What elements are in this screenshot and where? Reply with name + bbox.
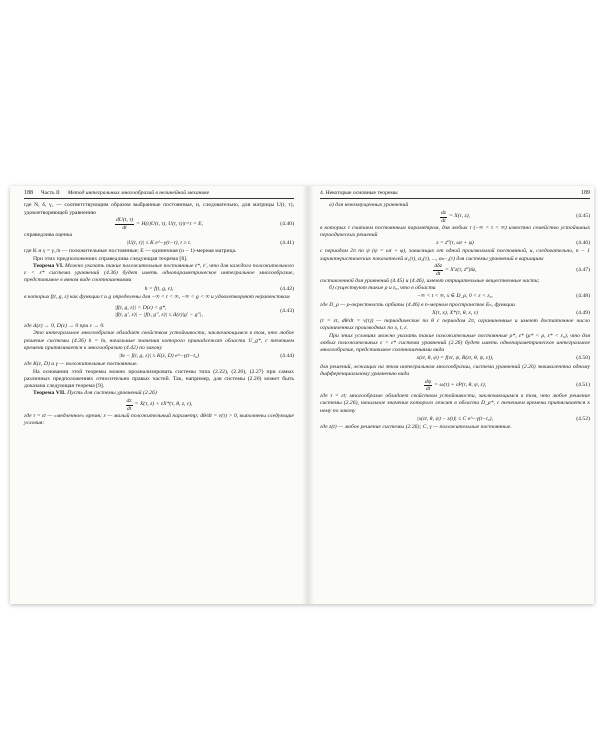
- equation-4-49: X(τ, x), X*(τ, θ, x, ε) (4.49): [432, 309, 590, 316]
- paragraph: где z(t) — любое решение системы (2.26); C, γ — положительные постоянные.: [320, 424, 512, 430]
- paragraph: где τ = εt — «медленное» время; ε — малый положительный параметр; dθ/dt = ν(τ) > 0, выполнены следующие условия:: [24, 412, 294, 426]
- right-running-head: [320, 190, 590, 199]
- equation-number: (4.45): [576, 213, 590, 220]
- book-gutter: [302, 186, 314, 604]
- equation-dz: $\frac{dz}{dt}$ = X(τ, z) + εX*(τ, θ, z, ε),: [126, 398, 193, 412]
- equation-4-40: $\frac{dU(t, \tau)}{dt}$ = H(t)U(t, τ), U(t, τ)|t=τ = E, (4.40): [115, 217, 294, 231]
- right-running-head-title: 4. Некоторые основные теоремы: [320, 190, 398, 196]
- equation-number: (4.52): [576, 415, 590, 422]
- paragraph: с периодом 2π по ψ (ψ = ωt + φ), зависящих от одной произвольной постоянной, и, следовательно, n − 1 характеристических показателей α₁(τ), α₂(τ), ..., αₙ₋₁(τ) для системы уравнений в вариациях: [320, 248, 590, 262]
- paragraph: На основании этой теоремы можно проанализировать системы типа (2.22), (2.26), (2.27) при самых различных предположениях относительно правых частей. Так, например, для системы (2.26) может быть доказана следующая теорема [9].: [24, 368, 294, 389]
- paragraph: где K и γ = γ₁/n — положительные постоянные; E — единичная (n − 1)-мерная матрица.: [24, 248, 237, 255]
- equation-number: (4.49): [576, 309, 590, 316]
- equation-4-52: |x(εt, θ, ψ) − z(t)| ≤ C e^−γ(t−t₀), (4.52): [417, 415, 590, 422]
- paragraph: в которых τ считаем постоянным параметром, для любых τ (−∞ < τ < ∞) известно семейство устойчивых периодических решений: [320, 224, 590, 238]
- paragraph: Это интегральное многообразие обладает свойством устойчивости, заключающимся в том, что любое решение системы (4.36) h = hₜ, начальные значения которого принадлежат области U_g*, с течением времени притягивается к многообразию (4.42) по закону: [24, 330, 294, 351]
- equation-4-42: h = f(t, g, ε), (4.42): [144, 285, 294, 292]
- equation-4-51: $\frac{d\psi}{dt}$ = ω(τ) + εP(τ, θ, ψ, ε), (4.51): [424, 378, 590, 392]
- left-page: [24, 190, 294, 600]
- paragraph: (τ = εt, dθ/dt = ν(τ)) — периодические по θ с периодом 2π, ограниченные и имеют достаточное число ограниченных производных по x, t, ε.: [320, 318, 590, 332]
- theorem-6: Теорема VI. Можно указать такие положительные постоянные ε*, ε′, что для каждого положительного ε < ε* система уравнений (4.36) будет иметь однопараметрическое интегральное многообразие, представимое в явном виде соотношениями: [24, 262, 295, 284]
- right-page-number: 189: [581, 190, 590, 196]
- equation-number: (4.40): [280, 220, 294, 227]
- equation-4-41: |U(t, τ)| ≤ K e^−γ(t−τ), t ≥ τ. (4.41): [126, 240, 294, 246]
- equation-number: (4.50): [576, 355, 590, 362]
- book-spread: [10, 186, 594, 604]
- equation-4-50: x(εt, θ, ψ) = f(εt, ψ, R(εt, θ, ψ, ε)), (4.50): [416, 355, 590, 362]
- theorem-heading: Теорема VII.: [33, 390, 66, 397]
- equation-number: (4.42): [280, 285, 294, 292]
- equation-4-46: z = z⁰(τ, ωt + φ) (4.46): [436, 240, 590, 246]
- equation-number: (4.41): [280, 240, 294, 246]
- theorem-heading: Теорема VI.: [33, 262, 64, 269]
- left-running-head-title: Метод интегральных многообразий в нелинейной механике: [67, 190, 210, 196]
- equation-4-47: $\frac{\text{dδz}}{dt}$ = X′z(τ, z⁰)δz, (4.47): [434, 263, 590, 277]
- paragraph: а) для невозмущенных уравнений: [329, 202, 409, 209]
- paragraph: для решений, лежащих на этом интегральном многообразии, система уравнений (2.26) эквивалентна одному дифференциальному уравнению вида: [320, 363, 590, 377]
- equation-4-48: −∞ < t < ∞, x ∈ D_ρ, 0 < ε < ε₀, (4.48): [417, 293, 590, 300]
- paragraph: б) существуют такие ρ и ε₀, что в области: [329, 285, 436, 291]
- equation-number: (4.47): [576, 266, 590, 273]
- equation-number: (4.46): [576, 240, 590, 246]
- right-page: [320, 190, 590, 600]
- equation-4-45: $\frac{dz}{dt}$ = X(τ, z), (4.45): [440, 210, 590, 224]
- left-running-head: [24, 190, 294, 199]
- paragraph: справедлива оценка: [24, 231, 73, 238]
- equation-4-43: |f(t, g, ε)| < D(ε) < g*, |f(t, g′, ε)| − |f(t, g″, ε)| ≤ Δ(ε)|g′ − g″|, (4.43): [115, 304, 294, 318]
- left-running-head-part: Часть II: [41, 190, 60, 196]
- paragraph: где Δ(ε) → 0, D(ε) → 0 при ε → 0.: [24, 323, 105, 329]
- left-page-number: 188: [24, 190, 33, 196]
- paragraph: где D_ρ — ρ-окрестность орбиты (4.46) в n-мерном пространстве Eₙ, функции: [320, 301, 515, 308]
- paragraph: При этих предположениях справедлива следующая теорема [8].: [33, 255, 188, 262]
- equation-number: (4.48): [576, 293, 590, 300]
- equation-4-44: |hₜ − f(t, g, ε)| ≤ K(ε, D) e^−γ(t−t₀) (4.44): [119, 353, 294, 359]
- paragraph: При этих условиях можно указать такие положительные постоянные ρ*, ε* (ρ* < ρ, ε* < ε₀), что для любых положительных ε < ε* система уравнений (2.26) будет иметь однопараметрическое интегральное многообразие, представимое соотношениями вида: [320, 332, 590, 353]
- paragraph: где N, δ, γ₁ — соответствующим образом выбранные постоянные, и, следовательно, для матрицы U(t, τ), удовлетворяющей уравнению: [24, 202, 294, 216]
- equation-number: (4.43): [280, 308, 294, 315]
- paragraph: где K(ε, D) и γ — положительные постоянные.: [24, 361, 138, 368]
- equation-number: (4.44): [280, 353, 294, 359]
- paragraph: составленной для уравнений (4.45) и (4.46), имеют отрицательные вещественные части;: [320, 277, 540, 284]
- paragraph: где τ = εt; многообразие обладает свойством устойчивости, заключающимся в том, что любое решение системы (2.26), начальное значение которого лежит в области D_ρ*, с течением времени притягивается к нему по закону: [320, 393, 590, 414]
- equation-number: (4.51): [576, 381, 590, 388]
- theorem-7: Теорема VII. Пусть для системы уравнений (2.26): [33, 390, 157, 397]
- paragraph: в которых f(t, g, ε) как функции t и g определены для −∞ < t < ∞, −∞ < g < ∞ и удовлетворяют неравенствам: [24, 293, 290, 300]
